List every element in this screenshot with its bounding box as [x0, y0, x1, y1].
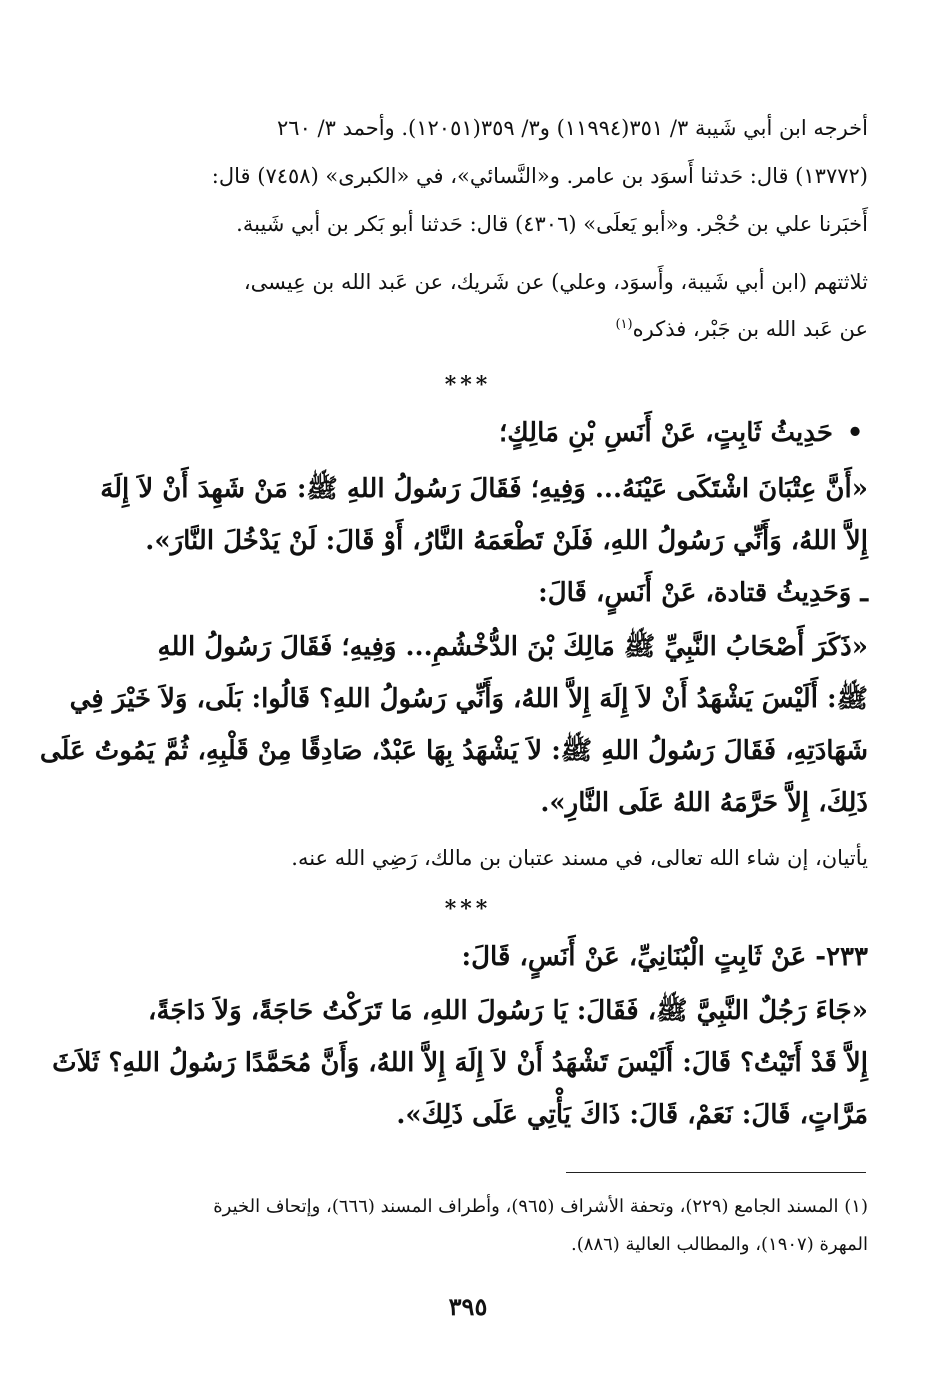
footnote-line: المهرة (١٩٠٧)، والمطالب العالية (٨٨٦).: [571, 1234, 868, 1255]
source-line: أَخبَرنا علي بن حُجْر. و«أبو يَعلَى» (٤٣٠٦) قال: حَدثنا أبو بَكر بن أبي شَيبة.: [236, 212, 868, 236]
section-note: يأتيان، إن شاء الله تعالى، في مسند عتبان بن مالك، رَضِي الله عنه.: [291, 846, 868, 870]
hadith-line: ذَلِكَ، إِلاَّ حَرَّمَهُ اللهُ عَلَى النَّارِ».: [540, 788, 868, 818]
section-heading-text: حَدِيثُ ثَابِتٍ، عَنْ أَنَسِ بْنِ مَالِكٍ؛: [498, 418, 833, 448]
sub-heading: ـ وَحَدِيثُ قتادة، عَنْ أَنَسٍ، قَالَ:: [538, 578, 868, 608]
hadith-line: «ذَكَرَ أَصْحَابُ النَّبِيِّ ﷺ مَالِكَ بْنَ الدُّخْشُمِ... وَفِيهِ؛ فَقَالَ رَسُولُ اللهِ: [157, 632, 868, 662]
chain-line: [128, 318, 868, 340]
chain-line-text: عن عَبد الله بن جَبْر، فذكره: [632, 317, 868, 341]
page-number: ٣٩٥: [448, 1292, 488, 1321]
hadith-line: «أَنَّ عِتْبَانَ اشْتَكَى عَيْنَهُ... وَفِيهِ؛ فَقَالَ رَسُولُ اللهِ ﷺ: مَنْ شَهِدَ أَنْ لاَ إِلَهَ: [100, 474, 868, 504]
hadith-line: إِلاَّ اللهُ، وَأَنِّي رَسُولُ اللهِ، فَلَنْ تَطْعَمَهُ النَّارُ، أَوْ قَالَ: لَنْ يَدْخُلَ النَّارَ».: [145, 526, 868, 556]
footnote-divider: [566, 1172, 866, 1173]
section-heading: [128, 420, 868, 446]
hadith-line: ﷺ: أَلَيْسَ يَشْهَدُ أَنْ لاَ إِلَهَ إِلاَّ اللهُ، وَأَنِّي رَسُولُ اللهِ؟ قَالُوا: بَلَى، وَلاَ خَيْرَ فِي: [69, 684, 868, 714]
bullet-icon: •: [846, 418, 864, 448]
chain-line: ثلاثتهم (ابن أبي شَيبة، وأَسوَد، وعلي) عن شَريك، عن عَبد الله بن عِيسى،: [243, 270, 868, 294]
hadith-line: مَرَّاتٍ، قَالَ: نَعَمْ، قَالَ: ذَاكَ يَأْتِي عَلَى ذَلِكَ».: [396, 1100, 868, 1130]
footnote-marker: (١): [615, 317, 633, 332]
section-separator: ***: [444, 896, 492, 922]
source-line: (١٣٧٧٢) قال: حَدثنا أَسوَد بن عامر. و«النَّسائي»، في «الكبرى» (٧٤٥٨) قال:: [211, 164, 868, 188]
hadith-line: إِلاَّ قَدْ أَتَيْتُ؟ قَالَ: أَلَيْسَ تَشْهَدُ أَنْ لاَ إِلَهَ إِلاَّ اللهُ، وَأَنَّ مُحَمَّدًا رَسُولُ اللهِ؟ ثَلاَثَ: [52, 1048, 868, 1078]
hadith-heading: ٢٣٣- عَنْ ثَابِتٍ الْبُنَانِيِّ، عَنْ أَنَسٍ، قَالَ:: [461, 942, 868, 972]
source-line: أخرجه ابن أبي شَيبة ٣/ ٣٥١(١١٩٩٤) و٣/ ٣٥٩(١٢٠٥١). وأحمد ٣/ ٢٦٠: [277, 116, 868, 140]
footnote-line: (١) المسند الجامع (٢٢٩)، وتحفة الأشراف (٩٦٥)، وأطراف المسند (٦٦٦)، وإتحاف الخيرة: [213, 1196, 868, 1217]
hadith-line: شَهَادَتِهِ، فَقَالَ رَسُولُ اللهِ ﷺ: لاَ يَشْهَدُ بِهَا عَبْدٌ، صَادِقًا مِنْ قَلْبِهِ، ثُمَّ يَمُوتُ عَلَى: [39, 736, 868, 766]
hadith-line: «جَاءَ رَجُلٌ النَّبِيَّ ﷺ، فَقَالَ: يَا رَسُولَ اللهِ، مَا تَرَكْتُ حَاجَةً، وَلاَ دَاجَةً،: [148, 996, 868, 1026]
section-separator: ***: [444, 372, 492, 398]
